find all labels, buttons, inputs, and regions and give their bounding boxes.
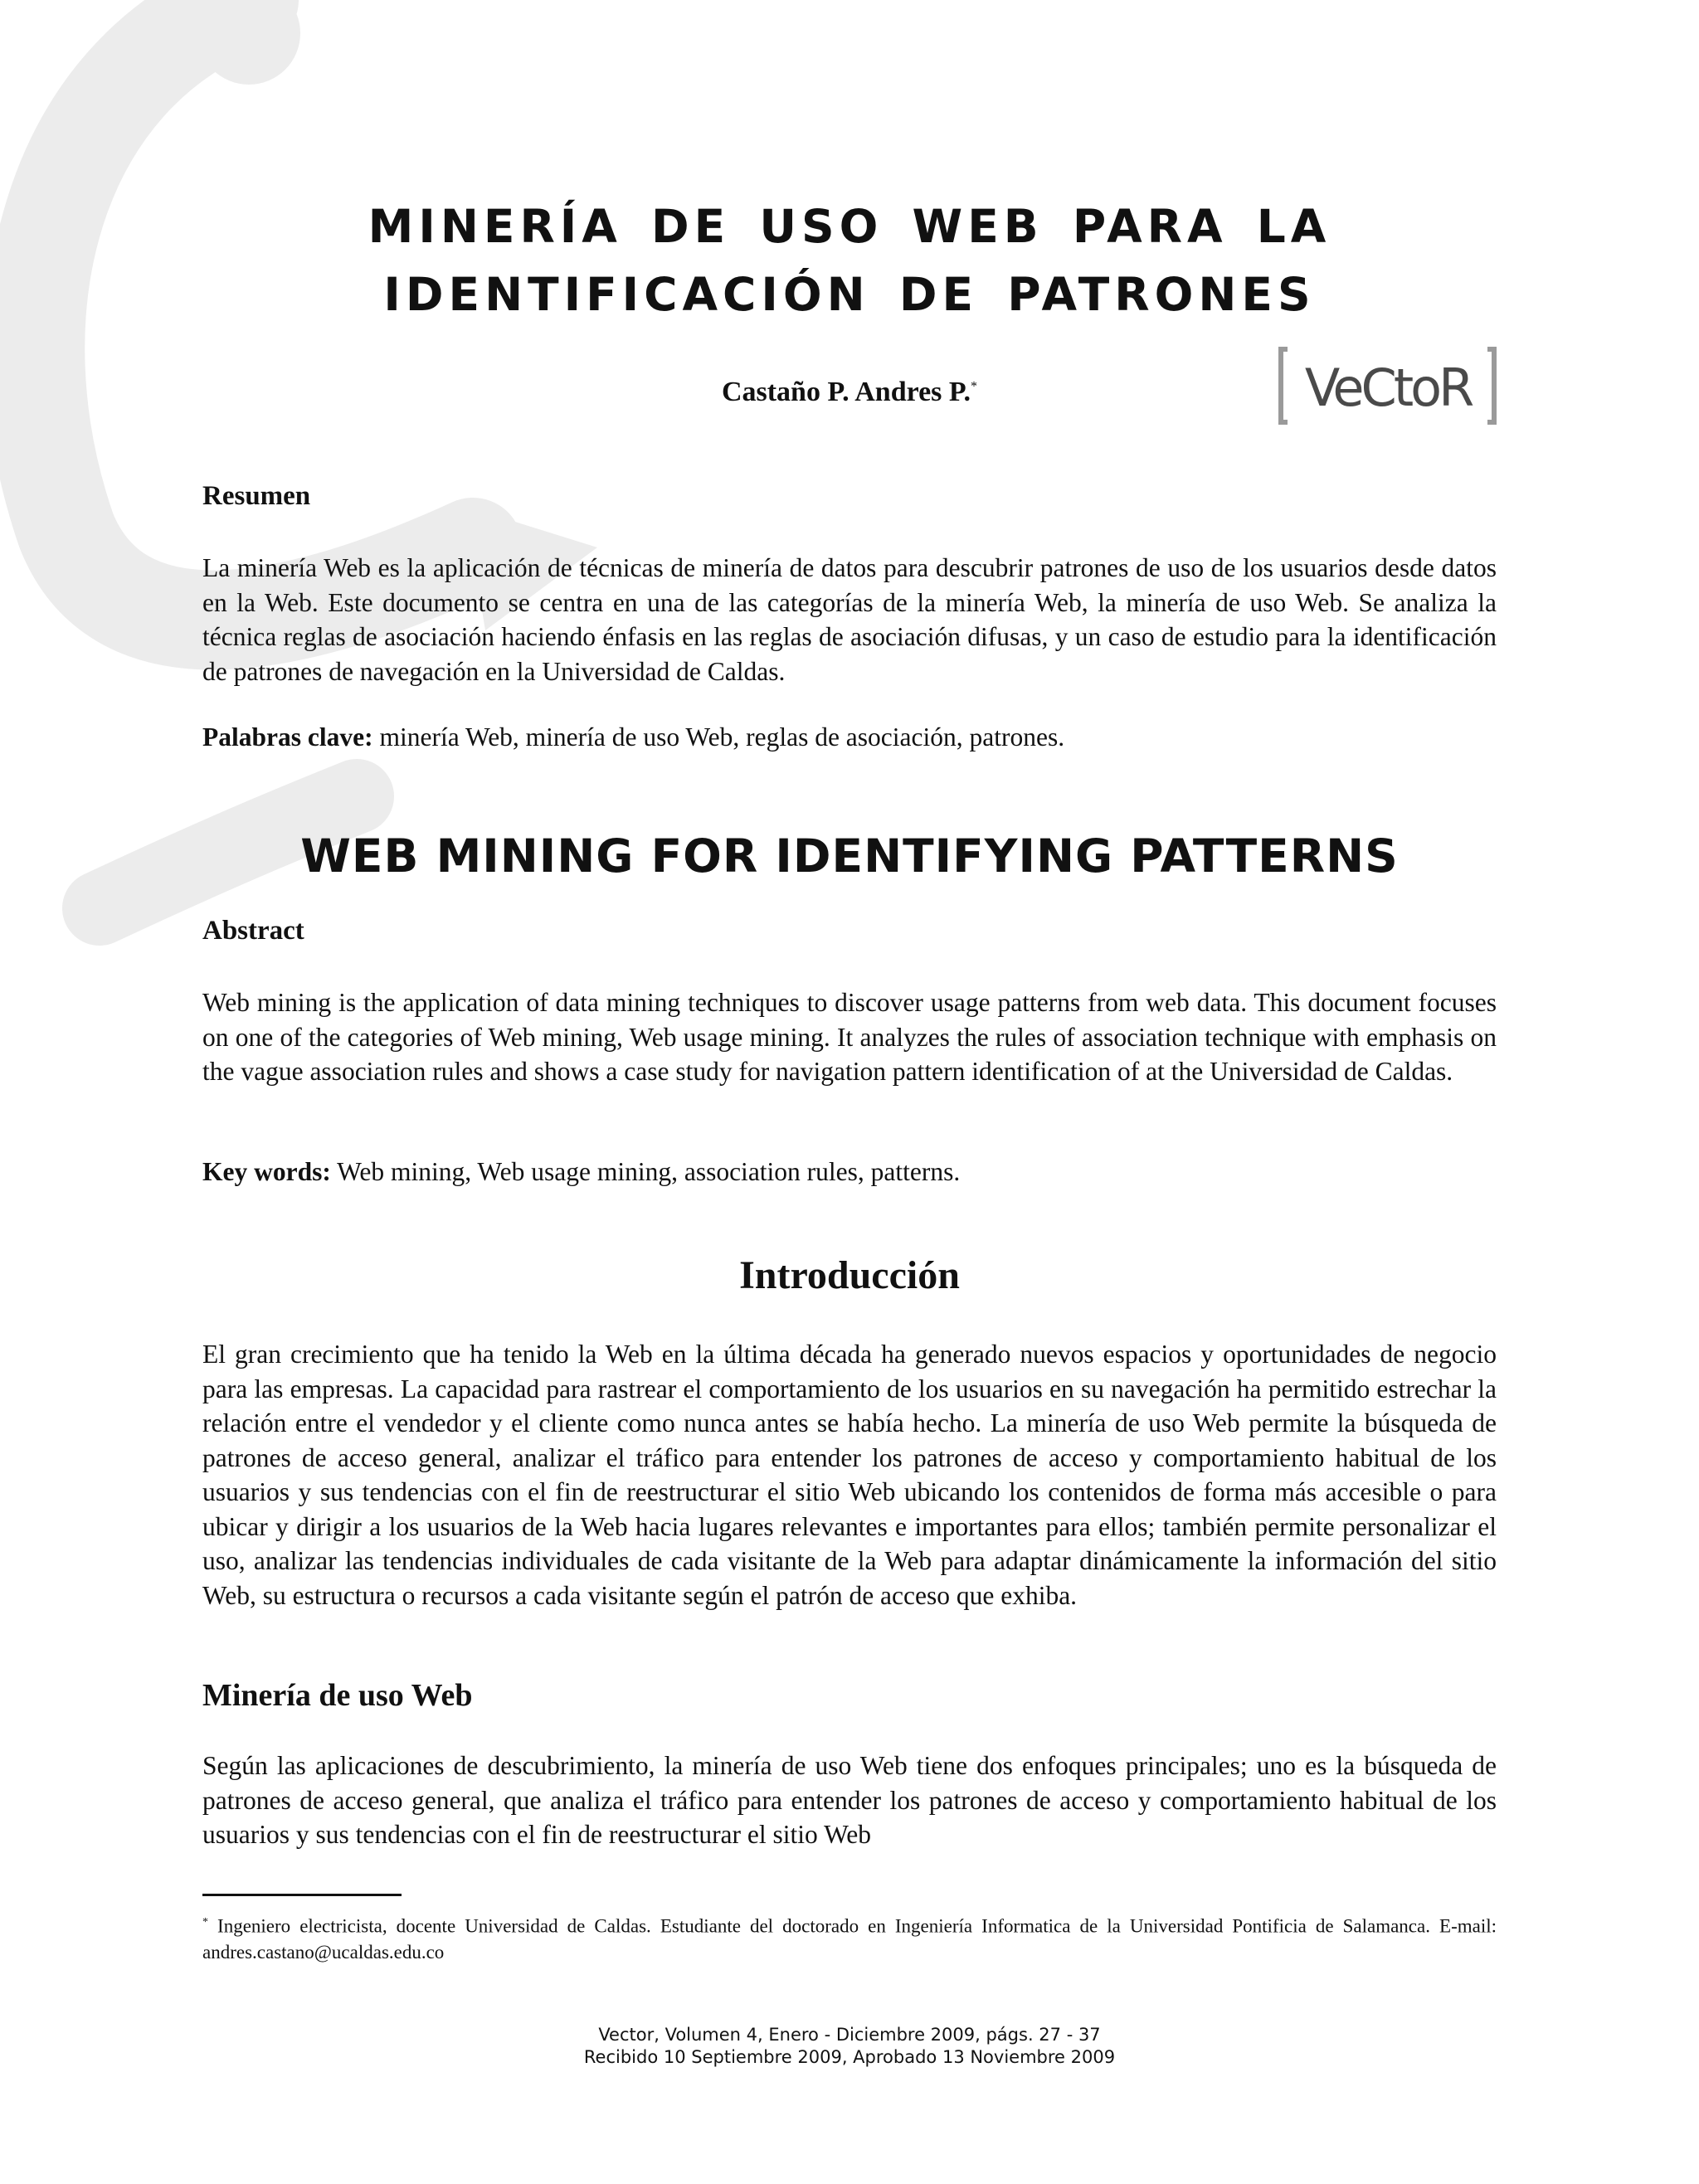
resumen-keywords [202,720,1497,755]
author-footnote-mark: * [971,379,978,394]
journal-info [0,2024,1699,2069]
key-words-values: Web mining, Web usage mining, association rules, patterns. [330,1157,961,1186]
intro-heading: Introducción [739,1253,960,1297]
journal-citation: Vector, Volumen 4, Enero - Diciembre 2009, págs. 27 - 37 [598,2025,1101,2045]
abstract-keywords [202,1155,1497,1189]
journal-dates: Recibido 10 Septiembre 2009, Aprobado 13 Noviembre 2009 [583,2047,1116,2067]
footnote-mark: * [202,1916,208,1929]
key-words-label: Key words: [202,1157,331,1186]
paper-title: MINERÍA DE USO WEB PARA LA IDENTIFICACIÓN DE PATRONES [368,200,1331,321]
author-name: Castaño P. Andres P. [721,377,971,407]
abstract-heading: Abstract [202,916,304,946]
resumen-text: La minería Web es la aplicación de técnicas de minería de datos para descubrir patrones de uso de los usuarios desde datos en la Web. Este documento se centra en una de las categorías de la minería Web, la minería de uso Web. Se analiza la técnica reglas de asociación haciendo énfasis en las reglas de asociación difusas, y un caso de estudio para la identificación de patrones de navegación en la Universidad de Caldas. [202,553,1497,686]
section-text: Según las aplicaciones de descubrimiento, la minería de uso Web tiene dos enfoques principales; uno es la búsqueda de patrones de acceso general, que analiza el tráfico para entender los patrones de acceso y comportamiento habitual de los usuarios y sus tendencias con el fin de reestructurar el sitio Web [202,1751,1497,1849]
english-title: WEB MINING FOR IDENTIFYING PATTERNS [300,829,1399,883]
intro-text: El gran crecimiento que ha tenido la Web en la última década ha generado nuevos espacios y oportunidades de negocio para las empresas. La capacidad para rastrear el comportamiento de los usuarios en su navegación ha permitido estrechar la relación entre el vendedor y el cliente como nunca antes se había hecho. La minería de uso Web permite la búsqueda de patrones de acceso general, analizar el tráfico para entender los patrones de acceso y comportamiento habitual de los usuarios y sus tendencias con el fin de reestructurar el sitio Web ubicando los contenidos de forma más accesible o para ubicar y dirigir a los usuarios de la Web hacia lugares relevantes e importantes para ellos; también permite personalizar el uso, analizar las tendencias individuales de cada visitante de la Web para adaptar dinámicamente la información del sitio Web, su estructura o recursos a cada visitante según el patrón de acceso que exhiba. [202,1340,1497,1610]
abstract-text: Web mining is the application of data mining techniques to discover usage patterns from web data. This document focuses on one of the categories of Web mining, Web usage mining. It analyzes the rules of association technique with emphasis on the vague association rules and shows a case study for navigation pattern identification of at the Universidad de Caldas. [202,988,1497,1086]
resumen-heading: Resumen [202,481,311,511]
footnote-divider [202,1894,402,1896]
section-heading: Minería de uso Web [202,1678,473,1713]
footnote [202,1909,1497,1965]
keywords-label: Palabras clave: [202,722,373,752]
keywords-values: minería Web, minería de uso Web, reglas de asociación, patrones. [372,722,1065,752]
footnote-text: Ingeniero electricista, docente Universidad de Caldas. Estudiante del doctorado en Ingeniería Informatica de la Universidad Pontificia de Salamanca. E-mail: andres.castano@ucaldas.edu.co [202,1915,1497,1963]
logo-text: VeCtoR [1304,358,1472,418]
vector-logo [1278,344,1497,427]
